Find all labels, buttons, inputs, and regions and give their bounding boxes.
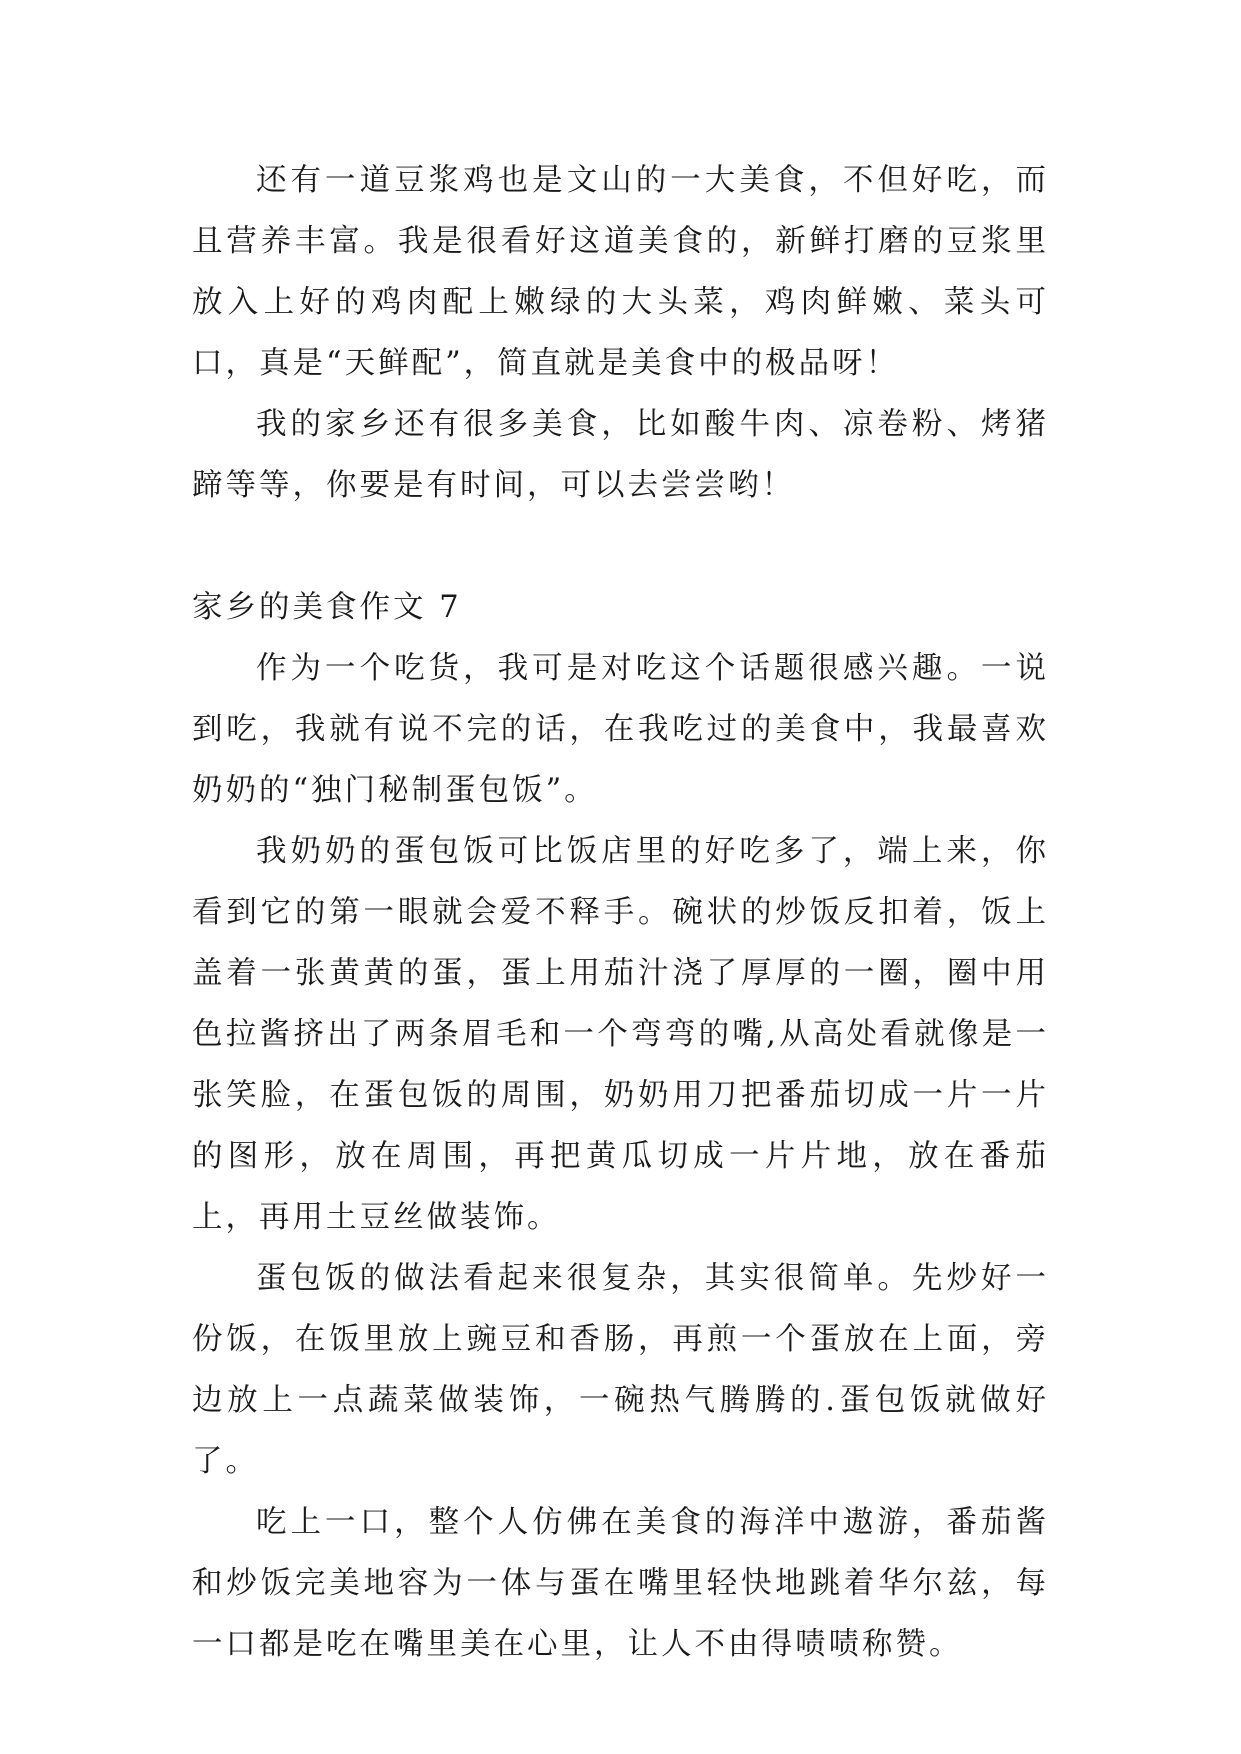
paragraph: 蛋包饭的做法看起来很复杂，其实很简单。先炒好一份饭，在饭里放上豌豆和香肠，再煎一个蛋放在上面，旁边放上一点蔬菜做装饰，一碗热气腾腾的.蛋包饭就做好了。: [192, 1261, 1049, 1479]
paragraph: 吃上一口，整个人仿佛在美食的海洋中遨游，番茄酱和炒饭完美地容为一体与蛋在嘴里轻快地跳着华尔兹，每一口都是吃在嘴里美在心里，让人不由得啧啧称赞。: [192, 1505, 1049, 1662]
paragraph: 还有一道豆浆鸡也是文山的一大美食，不但好吃，而且营养丰富。我是很看好这道美食的，新鲜打磨的豆浆里放入上好的鸡肉配上嫩绿的大头菜，鸡肉鲜嫩、菜头可口，真是“天鲜配”，简直就是美食中的极品呀！: [192, 163, 1049, 381]
paragraph: 作为一个吃货，我可是对吃这个话题很感兴趣。一说到吃，我就有说不完的话，在我吃过的美食中，我最喜欢奶奶的“独门秘制蛋包饭”。: [192, 651, 1049, 808]
section-title: 家乡的美食作文 7: [192, 590, 462, 625]
paragraph: 我的家乡还有很多美食，比如酸牛肉、凉卷粉、烤猪蹄等等，你要是有时间，可以去尝尝哟！: [192, 407, 1049, 503]
paragraph: 我奶奶的蛋包饭可比饭店里的好吃多了，端上来，你看到它的第一眼就会爱不释手。碗状的炒饭反扣着，饭上盖着一张黄黄的蛋，蛋上用茄汁浇了厚厚的一圈，圈中用色拉酱挤出了两条眉毛和一个弯弯的嘴,从高处看就像是一张笑脸，在蛋包饭的周围，奶奶用刀把番茄切成一片一片的图形，放在周围，再把黄瓜切成一片片地，放在番茄上，再用土豆丝做装饰。: [192, 834, 1049, 1235]
section-spacer: [192, 516, 1049, 577]
document-page: [192, 150, 1049, 1675]
